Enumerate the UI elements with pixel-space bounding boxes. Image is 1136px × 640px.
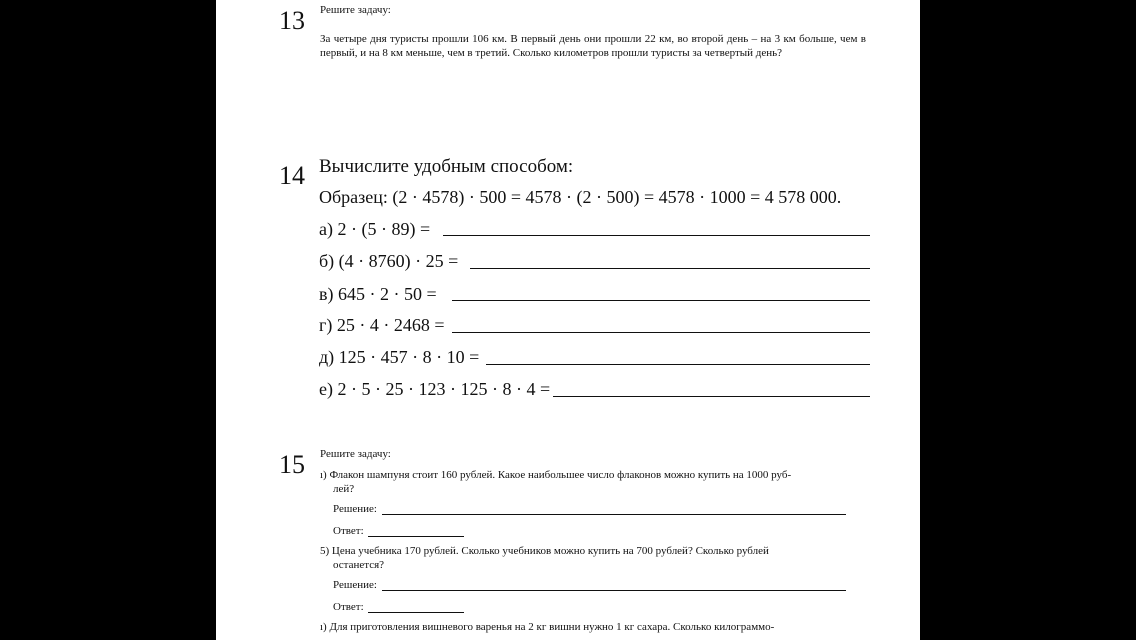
task-15-a-answer-line	[368, 536, 464, 537]
task-14-item-c: в) 645 · 2 · 50 =	[319, 284, 437, 304]
task-14-number: 14	[279, 161, 305, 190]
task-15-a-text-1: ı) Флакон шампуня стоит 160 рублей. Какое наибольшее число флаконов можно купить на 1000 руб-	[320, 469, 792, 481]
task-15-b-solution-line	[382, 590, 846, 591]
task-13-number: 13	[279, 6, 305, 35]
task-15-a-solution-line	[382, 514, 846, 515]
task-13-heading: Решите задачу:	[320, 4, 391, 16]
task-14-item-d: г) 25 · 4 · 2468 =	[319, 315, 445, 335]
answer-line-b	[470, 268, 870, 269]
task-15-c-text-1: ı) Для приготовления вишневого варенья на 2 кг вишни нужно 1 кг сахара. Сколько килограммо-	[320, 621, 775, 633]
answer-line-d	[452, 332, 870, 333]
task-14-item-f: е) 2 · 5 · 25 · 123 · 125 · 8 · 4 =	[319, 379, 551, 399]
task-15-b-text-2: останется?	[333, 559, 385, 571]
task-14-item-b: б) (4 · 8760) · 25 =	[319, 251, 459, 271]
task-15-b-answer-line	[368, 612, 464, 613]
task-14-item-e: д) 125 · 457 · 8 · 10 =	[319, 347, 480, 367]
task-14-heading: Вычислите удобным способом:	[319, 156, 574, 177]
answer-line-e	[486, 364, 870, 365]
task-15-b-solution-label: Решение:	[333, 579, 377, 591]
task-15-b-answer-label: Ответ:	[333, 601, 364, 613]
task-15-a-answer-label: Ответ:	[333, 525, 364, 537]
answer-line-f	[553, 396, 870, 397]
task-15-number: 15	[279, 450, 305, 479]
worksheet-page	[216, 0, 920, 640]
task-14-example: Образец: (2 · 4578) · 500 = 4578 · (2 · 500) = 4578 · 1000 = 4 578 000.	[319, 187, 842, 207]
task-13-text: За четыре дня туристы прошли 106 км. В первый день они прошли 22 км, во второй день – на 3 км больше, чем в первый, и на 8 км меньше, чем в третий. Сколько километров прошли туристы за четвертый день?	[320, 33, 866, 59]
task-15-a-solution-label: Решение:	[333, 503, 377, 515]
answer-line-a	[443, 235, 870, 236]
task-15-a-text-2: лей?	[333, 483, 355, 495]
task-14-item-a: а) 2 · (5 · 89) =	[319, 219, 431, 239]
task-15-b-text-1: 5) Цена учебника 170 рублей. Сколько учебников можно купить на 700 рублей? Сколько рублей	[320, 545, 769, 557]
task-15-heading: Решите задачу:	[320, 448, 391, 460]
answer-line-c	[452, 300, 870, 301]
